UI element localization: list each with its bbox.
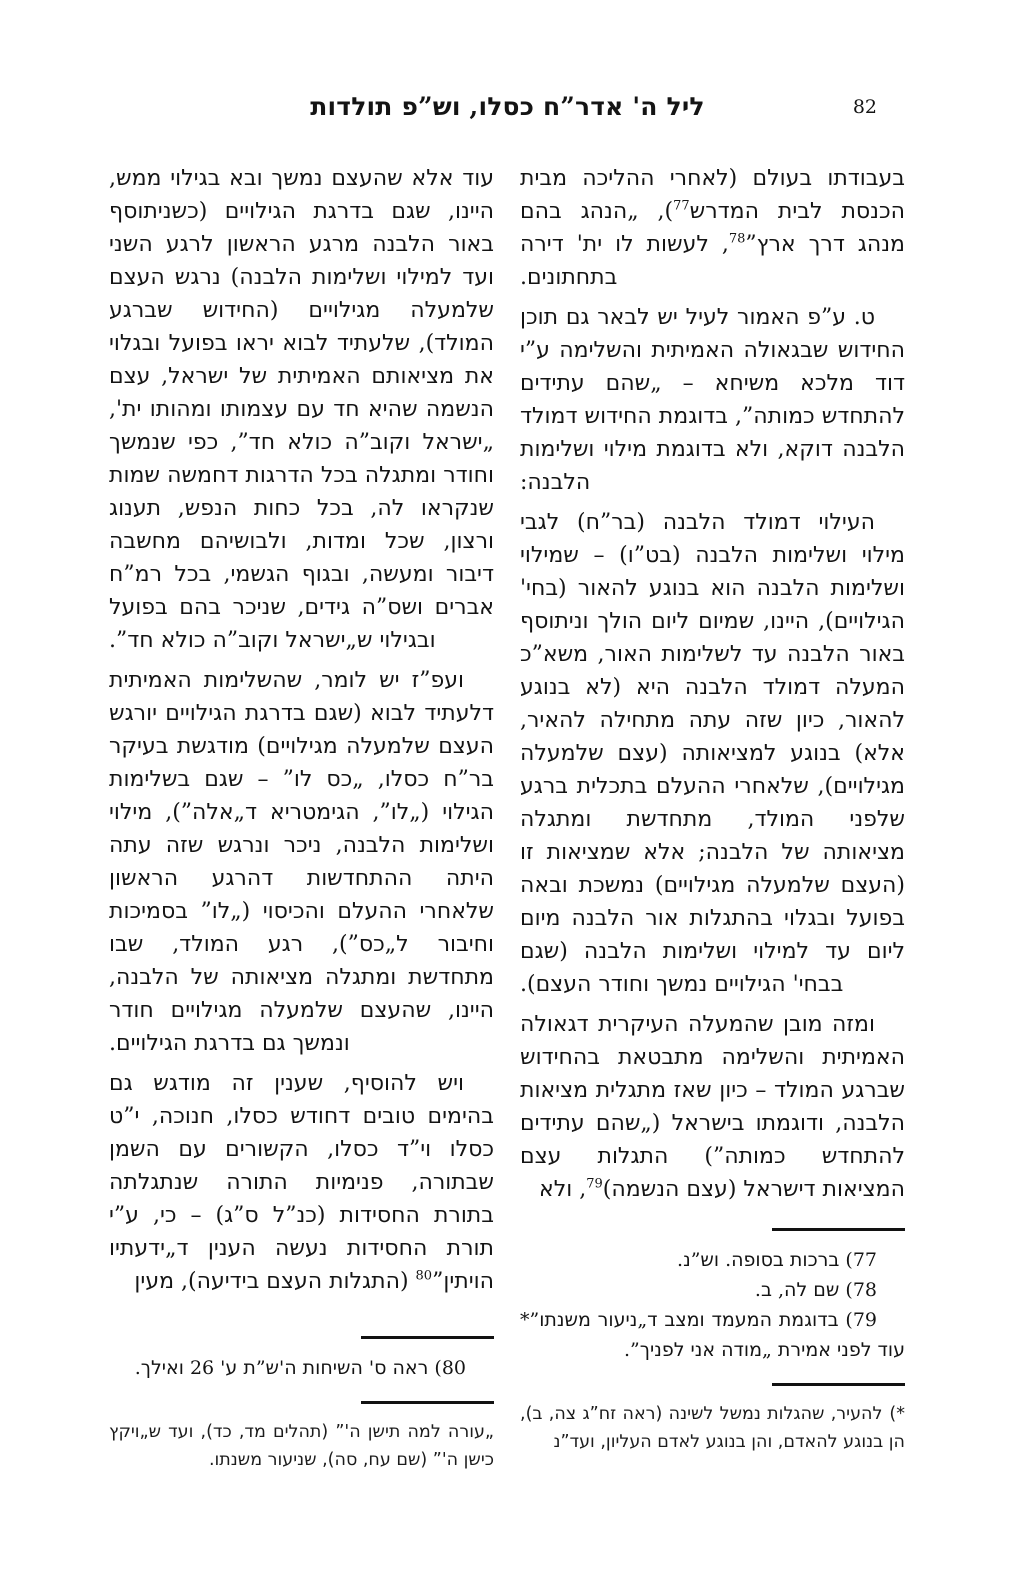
footnote: 77) ברכות בסופה. וש”נ. [677, 1249, 877, 1271]
footnote-number: 78) [839, 1279, 877, 1301]
footnote-separator [772, 1383, 905, 1386]
page-header [110, 92, 905, 136]
paragraph: בעבודתו בעולם (לאחרי ההליכה מבית הכנסת לבית המדרש$^{77}$), „הנהג בהם מנהג דרך ארץ”$^{78}$, לעשות לו ית' דירה בתחתונים. [520, 166, 905, 290]
footnote: 79) בדוגמת המעמד ומצב ד„ניעור משנתו”* עוד לפני אמירת „מודה אני לפניך”. [520, 1309, 905, 1361]
footnote-ref: 80 [415, 1268, 433, 1284]
starred-note [520, 1400, 905, 1456]
paragraph: ומזה מובן שהמעלה העיקרית דגאולה האמיתית והשלימה מתבטאת בהחידוש שברגע המולד – כיון שאז מתגלית מציאות הלבנה, ודוגמתו בישראל („שהם עתידים להתחדש כמותה”) התגלות עצם המציאות דישראל (עצם הנשמה)$^{79}$, ולא [520, 1012, 905, 1202]
footnote-number: 77) [839, 1249, 877, 1271]
footnote-ref: 79 [586, 1176, 603, 1192]
paragraph: העילוי דמולד הלבנה (בר”ח) לגבי מילוי ושלימות הלבנה (בט”ו) – שמילוי ושלימות הלבנה הוא בנוגע להאור (בחי' הגילויים), היינו, שמיום ליום הולך וניתוסף באור הלבנה עד לשלימות האור, משא”כ המעלה דמולד הלבנה היא (לא בנוגע להאור, כיון שזה עתה מתחילה להאיר, אלא) בנוגע למציאותה (עצם שלמעלה מגילויים), שלאחרי ההעלם בתכלית ברגע שלפני המולד, מתחדשת ומתגלה מציאותה של הלבנה; אלא שמציאות זו (העצם שלמעלה מגילויים) נמשכת ובאה בפועל ובגלוי בהתגלות אור הלבנה מיום ליום עד למילוי ושלימות הלבנה (שגם בבחי' הגילויים נמשך וחודר העצם). [520, 510, 905, 997]
main-text-right [520, 162, 905, 1206]
starred-note-continuation: „עורה למה תישן ה'” (תהלים מד, כד), ועד ש„ויקץ כישן ה'” (שם עח, סה), שניעור משנתו. [109, 1422, 494, 1470]
note-marker: *) [889, 1404, 905, 1424]
paragraph: ויש להוסיף, שענין זה מודגש גם בהימים טובים דחודש כסלו, חנוכה, י”ט כסלו וי”ד כסלו, הקשורים עם השמן שבתורה, פנימיות התורה שנתגלתה בתורת החסידות (כנ”ל ס”ג) – כי, ע”י תורת החסידות נעשה הענין ד„ידעתיו הויתין”$^{80}$ (התגלות העצם בידיעה), מעין [109, 1071, 494, 1294]
footnote-separator [772, 1228, 905, 1231]
note-text: להעיר, שהגלות נמשל לשינה (ראה זח”ג צה, ב), הן בנוגע להאדם, והן בנוגע לאדם העליון, ועד”נ [520, 1404, 905, 1452]
paragraph: עוד אלא שהעצם נמשך ובא בגילוי ממש, היינו, שגם בדרגת הגילויים (כשניתוסף באור הלבנה מרגע הראשון לרגע השני ועד למילוי ושלימות הלבנה) נרגש העצם שלמעלה מגילויים (החידוש שברגע המולד), שלעתיד לבוא יראו בפועל ובגלוי את מציאותם האמיתית של ישראל, עצם הנשמה שהיא חד עם עצמותו ומהותו ית', „ישראל וקוב”ה כולא חד”, כפי שנמשך וחודר ומתגלה בכל הדרגות דחמשה שמות שנקראו לה, בכל כחות הנפש, תענוג ורצון, שכל ומדות, ולבושיהם מחשבה דיבור ומעשה, ובגוף הגשמי, בכל רמ”ח אברים ושס”ה גידים, שניכר בהם בפועל ובגילוי ש„ישראל וקוב”ה כולא חד”. [109, 166, 494, 653]
column-left [109, 162, 494, 1474]
footnote-ref: 77 [673, 198, 690, 214]
column-right [520, 162, 905, 1456]
footnote-number: 79) [838, 1309, 877, 1331]
main-text-left [109, 162, 494, 1298]
paragraph: ועפ”ז יש לומר, שהשלימות האמיתית דלעתיד לבוא (שגם בדרגת הגילויים יורגש העצם שלמעלה מגילויים) מודגשת בעיקר בר”ח כסלו, „כס לו” – שגם בשלימות הגילוי („לו”, הגימטריא ד„אלה”), מילוי ושלימות הלבנה, ניכר ונרגש שזה עתה היתה ההתחדשות דהרגע הראשון שלאחרי ההעלם והכיסוי („לו” בסמיכות וחיבור ל„כס”), רגע המולד, שבו מתחדשת ומתגלה מציאותה של הלבנה, היינו, שהעצם שלמעלה מגילויים חודר ונמשך גם בדרגת הגילויים. [109, 668, 494, 1056]
footnotes-right [520, 1245, 905, 1365]
page-title: ליל ה' אדר”ח כסלו, וש”פ תולדות [310, 92, 705, 121]
page-number: 82 [852, 96, 877, 118]
footnote-number: 80) [428, 1357, 466, 1379]
footnote-ref: 78 [728, 231, 746, 247]
text-columns [110, 162, 905, 1474]
footnote: 78) שם לה, ב. [754, 1279, 877, 1301]
footnote: 80) ראה ס' השיחות ה'ש”ת ע' 26 ואילך. [134, 1357, 466, 1379]
paragraph: ט. ע”פ האמור לעיל יש לבאר גם תוכן החידוש שבגאולה האמיתית והשלימה ע”י דוד מלכא משיחא – „שהם עתידים להתחדש כמותה”, בדוגמת החידוש דמולד הלבנה דוקא, ולא בדוגמת מילוי ושלימות הלבנה: [520, 305, 905, 495]
footnote-separator [361, 1401, 494, 1404]
footnote-separator [361, 1336, 494, 1339]
footnotes-left [109, 1353, 494, 1383]
